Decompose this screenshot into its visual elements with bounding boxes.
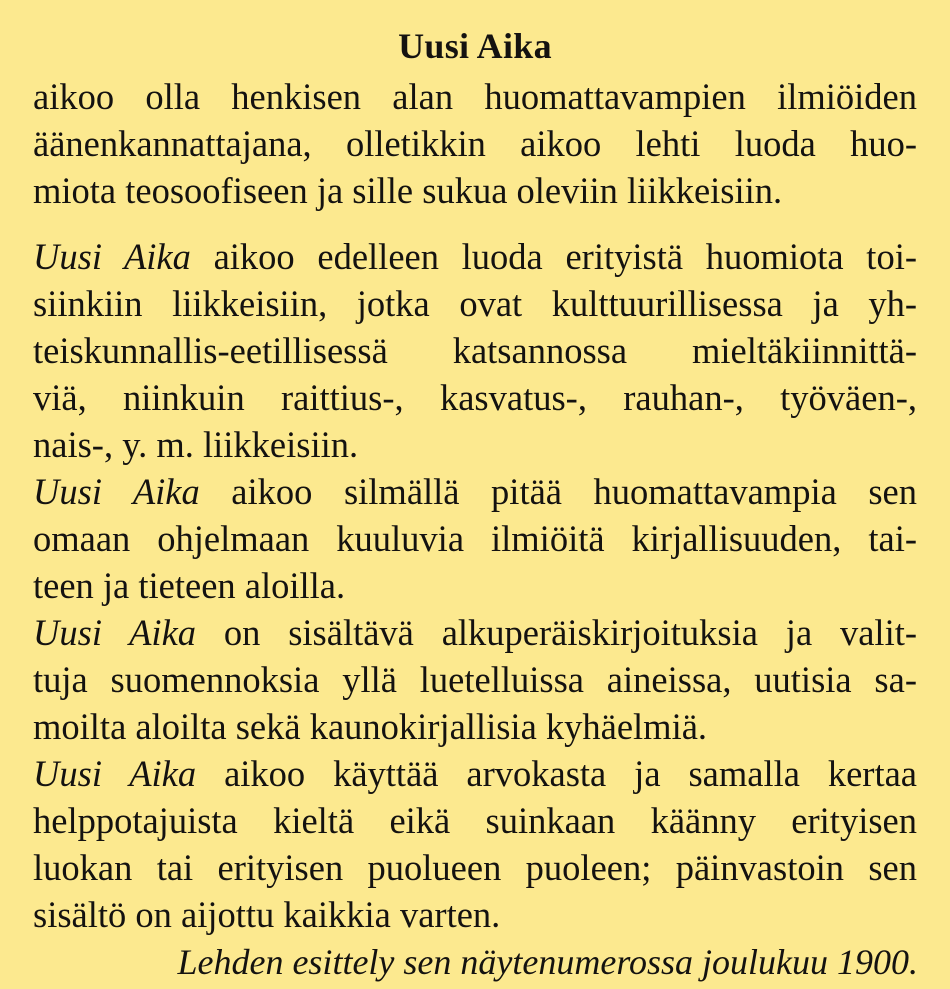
text-run: on sisältävä alkuperäiskirjoituksia ja valit- — [223, 612, 918, 653]
paper-name: Uusi Aika — [33, 753, 197, 794]
text-run: aikoo silmällä pitää huomattavampia sen — [231, 471, 917, 512]
paragraph-1 — [33, 73, 917, 214]
text-run: aikoo käyttää arvokasta ja samalla kertaa — [224, 753, 918, 794]
text-line: aikoo olla henkisen alan huomattavampien ilmiöiden — [33, 76, 917, 117]
paragraph-5 — [33, 750, 917, 938]
paper-name: Uusi Aika — [33, 471, 200, 512]
paper-name: Uusi Aika — [33, 236, 191, 277]
text-line: nais-, y. m. liikkeisiin. — [33, 424, 359, 465]
text-line: teiskunnallis-eetillisessä katsannossa mieltäkiinnittä- — [33, 330, 917, 371]
text-line: luokan tai erityisen puolueen puoleen; päinvastoin sen — [33, 847, 917, 888]
text-run: aikoo edelleen luoda erityistä huomiota toi- — [213, 236, 917, 277]
text-line — [33, 233, 917, 280]
text-line: siinkiin liikkeisiin, jotka ovat kulttuurillisessa ja yh- — [33, 283, 917, 324]
source-attribution: Lehden esittely sen näytenumerossa joulukuu 1900. — [177, 942, 918, 982]
text-line — [33, 750, 917, 797]
paragraph-2 — [33, 233, 917, 468]
text-line: helppotajuista kieltä eikä suinkaan käänny erityisen — [33, 800, 917, 841]
text-line: sisältö on aijottu kaikkia varten. — [33, 894, 501, 935]
paragraph-4 — [33, 609, 917, 750]
paragraph-3 — [33, 468, 917, 609]
document-title: Uusi Aika — [398, 26, 552, 66]
text-line — [33, 468, 917, 515]
text-line: viä, niinkuin raittius-, kasvatus-, rauhan-, työväen-, — [33, 377, 917, 418]
text-line: miota teosoofiseen ja sille sukua oleviin liikkeisiin. — [33, 170, 783, 211]
text-line: teen ja tieteen aloilla. — [33, 565, 346, 606]
text-line — [33, 609, 917, 656]
text-line: tuja suomennoksia yllä luetelluissa aineissa, uutisia sa- — [33, 659, 917, 700]
text-line: moilta aloilta sekä kaunokirjallisia kyhäelmiä. — [33, 706, 708, 747]
text-line: äänenkannattajana, olletikkin aikoo lehti luoda huo- — [33, 123, 917, 164]
text-line: omaan ohjelmaan kuuluvia ilmiöitä kirjallisuuden, tai- — [33, 518, 917, 559]
paper-name: Uusi Aika — [33, 612, 197, 653]
